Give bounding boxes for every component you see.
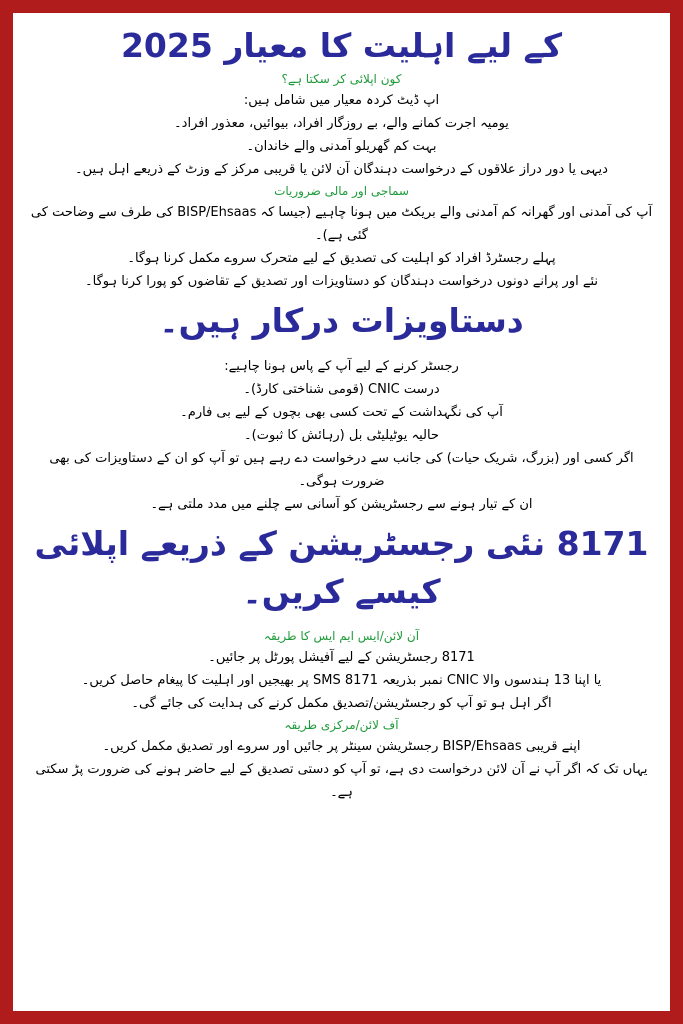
documents-intro: رجسٹر کرنے کے لیے آپ کے پاس ہونا چاہیے: — [224, 359, 459, 374]
documents-item: حالیہ یوٹیلیٹی بل (رہائش کا ثبوت)۔ — [244, 428, 439, 443]
offline-method-item: اپنے قریبی BISP/Ehsaas رجسٹریشن سینٹر پر جائیں اور سروے اور تصدیق مکمل کریں۔ — [102, 739, 581, 754]
section-heading-social-financial: سماجی اور مالی ضروریات — [274, 184, 409, 198]
who-can-apply-item: یومیہ اجرت کمانے والے، بے روزگار افراد، بیوائیں، معذور افراد۔ — [174, 116, 509, 131]
documents-item: درست CNIC (قومی شناختی کارڈ)۔ — [243, 382, 440, 397]
section-heading-who-can-apply: کون اپلائی کر سکتا ہے؟ — [281, 72, 402, 86]
online-method-heading: آن لائن/ایس ایم ایس کا طریقہ — [263, 629, 420, 643]
who-can-apply-item: دیہی یا دور دراز علاقوں کے درخواست دہندگان آن لائن یا قریبی مرکز کے وزٹ کے ذریعے اہل ہیں۔ — [75, 162, 608, 177]
social-financial-item: پہلے رجسٹرڈ افراد کو اہلیت کی تصدیق کے لیے متحرک سروے مکمل کرنا ہوگا۔ — [127, 251, 556, 266]
social-financial-item: آپ کی آمدنی اور گھرانہ کم آمدنی والے بریکٹ میں ہونا چاہیے (جیسا کہ BISP/Ehsaas کی طرف سے وضاحت کی گئی ہے)۔ — [30, 205, 653, 243]
article — [13, 13, 670, 804]
documents-item: اگر کسی اور (بزرگ، شریک حیات) کی جانب سے درخواست دے رہے ہیں تو آپ کو ان کے دستاویزات کی بھی ضرورت ہوگی۔ — [49, 451, 634, 489]
documents-heading: دستاویزات درکار ہیں۔ — [159, 301, 524, 340]
page-frame — [13, 13, 670, 1011]
how-to-apply-heading: 8171 نئی رجسٹریشن کے ذریعے اپلائی کیسے کریں۔ — [34, 524, 649, 611]
online-method-item: یا اپنا 13 ہندسوں والا CNIC نمبر بذریعہ SMS 8171 پر بھیجیں اور اہلیت کا پیغام حاصل کریں۔ — [81, 673, 602, 688]
documents-item: آپ کی نگہداشت کے تحت کسی بھی بچوں کے لیے بی فارم۔ — [180, 405, 503, 420]
offline-method-heading: آف لائن/مرکزی طریقہ — [284, 718, 399, 732]
offline-method-item: یہاں تک کہ اگر آپ نے آن لائن درخواست دی ہے، تو آپ کو دستی تصدیق کے لیے حاضر ہونے کی ضرورت پڑ سکتی ہے۔ — [35, 762, 648, 800]
who-can-apply-intro: اپ ڈیٹ کردہ معیار میں شامل ہیں: — [243, 93, 440, 108]
page-title: کے لیے اہلیت کا معیار 2025 — [120, 26, 563, 65]
online-method-item: 8171 رجسٹریشن کے لیے آفیشل پورٹل پر جائیں۔ — [208, 650, 475, 665]
social-financial-item: نئے اور پرانے دونوں درخواست دہندگان کو دستاویزات اور تصدیق کے تقاضوں کو پورا کرنا ہوگا۔ — [85, 274, 598, 289]
documents-item: ان کے تیار ہونے سے رجسٹریشن کو آسانی سے چلنے میں مدد ملتی ہے۔ — [150, 497, 533, 512]
who-can-apply-item: بہت کم گھریلو آمدنی والے خاندان۔ — [246, 139, 437, 154]
online-method-item: اگر اہل ہو تو آپ کو رجسٹریشن/تصدیق مکمل کرنے کی ہدایت کی جائے گی۔ — [131, 696, 552, 711]
